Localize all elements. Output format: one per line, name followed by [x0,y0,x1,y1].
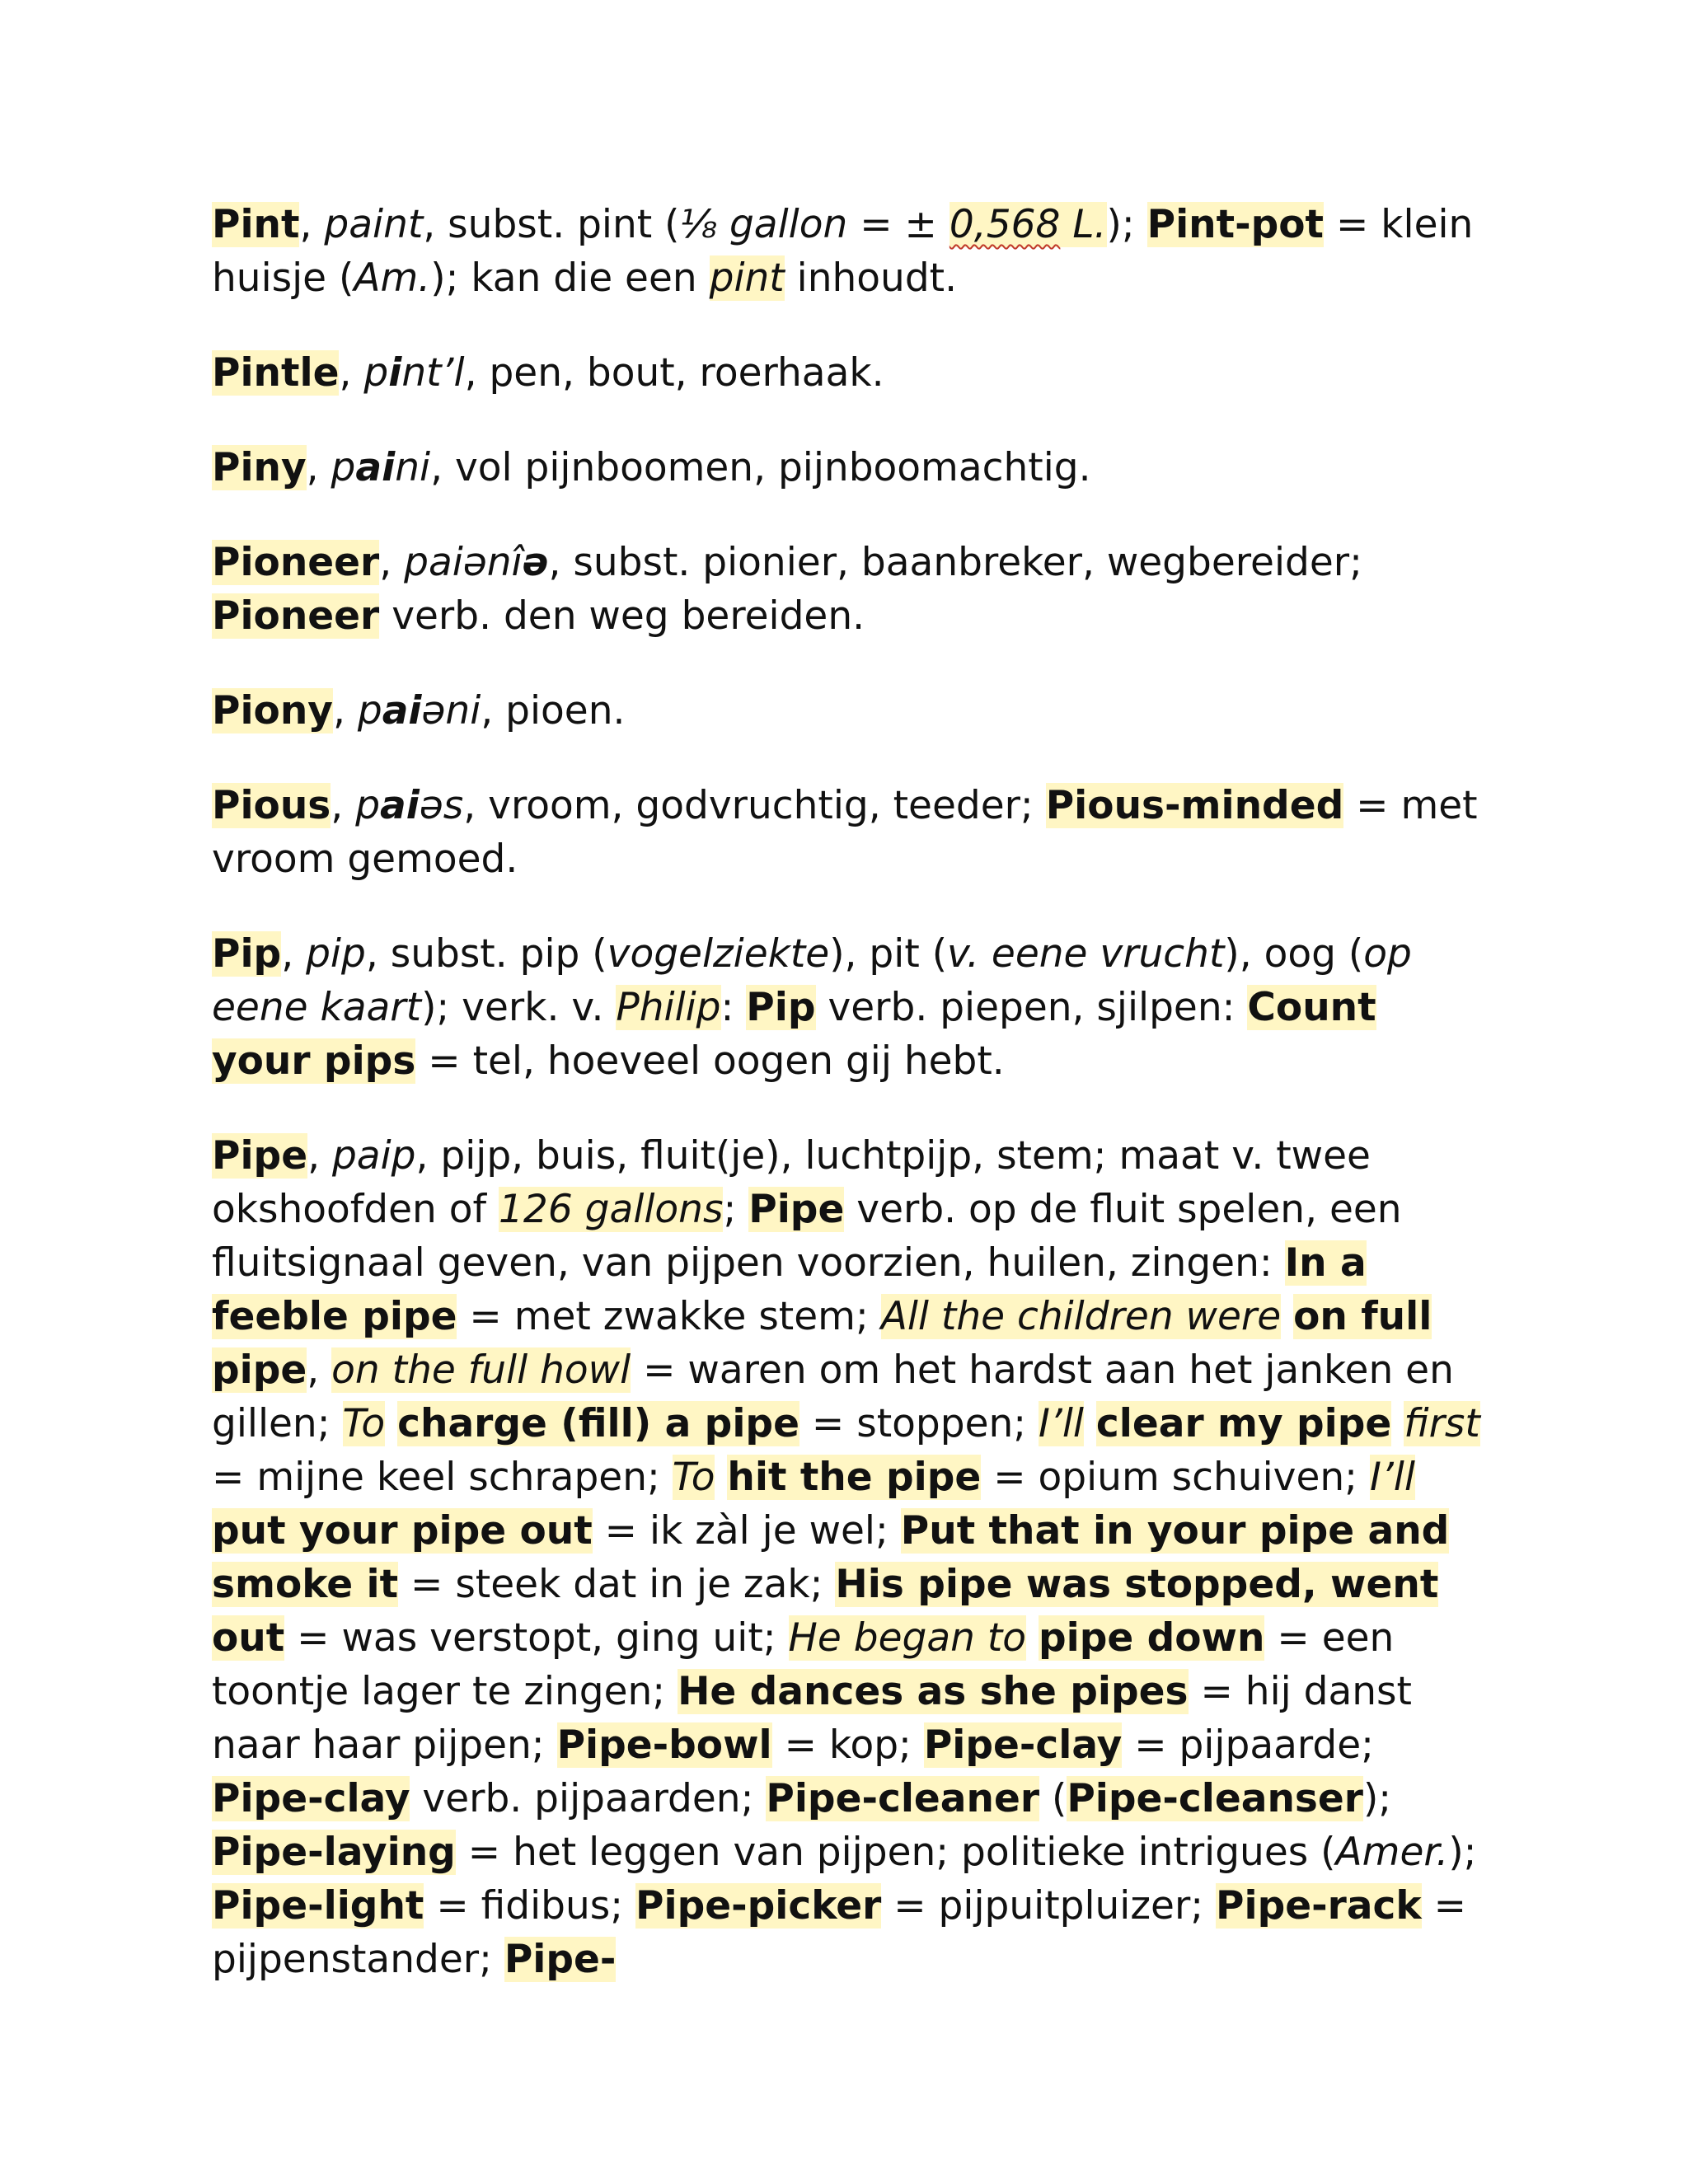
italic-text: Amer. [1335,1830,1449,1875]
italic-text: nt’l [401,350,465,396]
headword: Put that in your pipe and smoke it [212,1508,1450,1607]
entry-pipe [212,1129,1481,1986]
headword: Pip [746,985,816,1030]
highlighted-italic-text: 126 gallons [499,1187,724,1232]
definition-text: = ik zàl je wel; [592,1508,901,1554]
headword: His pipe was stopped, went out [212,1562,1439,1661]
dictionary-page [212,198,1481,2027]
definition-text: ( [1039,1776,1067,1821]
definition-text: ; [723,1187,749,1232]
definition-text: verb. op de fluit spelen, een fluitsignaal geven, van pijpen voorzien, huilen, zingen: [212,1187,1402,1286]
headword: Pipe-clay [923,1722,1123,1768]
definition-text: , pijp, buis, fluit(je), luchtpijp, stem; maat v. twee okshoofden of [212,1133,1371,1232]
headword: Pioneer [212,540,380,585]
definition-text: ); [1362,1776,1392,1821]
phonetic-stress: ai [382,688,422,733]
definition-text: = klein huisje ( [212,202,1474,301]
definition-text: , subst. pint ( [423,202,680,247]
highlighted-italic-text: first [1404,1401,1480,1446]
headword: Pipe-bowl [556,1722,772,1768]
entry-pip [212,927,1481,1088]
highlighted-italic-text: To [342,1401,386,1446]
definition-text: ); kan die een [430,255,710,301]
definition-text: = ± [847,202,950,247]
definition-text: = fidibus; [424,1883,636,1929]
phonetic-stress: ai [355,445,396,490]
definition-text: , [332,688,358,733]
definition-text: = pijpaarde; [1122,1722,1375,1768]
entry-pious [212,779,1481,886]
highlighted-italic-text: on the full howl [331,1347,631,1393]
definition-text [385,1401,397,1446]
headword: Pipe-picker [635,1883,882,1929]
headword: Pioneer [212,593,380,639]
highlighted-italic-text: pint [709,255,785,301]
definition-text: = met zwakke stem; [457,1294,881,1339]
italic-text: op eene kaart [212,931,1412,1030]
definition-text: , [339,350,364,396]
italic-text [382,688,422,733]
highlighted-italic-text: 0,568 [949,202,1061,247]
definition-text: , [307,1133,332,1179]
definition-text: , subst. pip ( [365,931,607,977]
entry-pioneer [212,536,1481,643]
definition-text [1391,1401,1404,1446]
italic-text: əni [421,688,481,733]
headword: Piny [212,445,307,490]
definition-text: = stoppen; [799,1401,1039,1446]
headword: Pious-minded [1045,783,1344,828]
definition-text: = hij danst naar haar pijpen; [212,1669,1412,1768]
definition-text: ); [1448,1830,1477,1875]
italic-text: p [355,783,381,828]
entry-piony [212,684,1481,738]
headword: Pipe [212,1133,308,1179]
headword: Pintle [212,350,340,396]
headword: Pipe [748,1187,845,1232]
headword: Pipe-cleanser [1067,1776,1363,1821]
definition-text [715,1455,727,1500]
italic-text: ni [395,445,431,490]
italic-text: Am. [354,255,431,301]
definition-text: , [331,783,356,828]
definition-text: = tel, hoeveel oogen gij hebt. [415,1038,1005,1084]
headword: Pip [212,931,282,977]
definition-text: , pen, bout, roerhaak. [464,350,884,396]
headword: Pipe-clay [212,1776,410,1821]
italic-text: p [363,350,389,396]
headword: Pint [212,202,300,247]
definition-text: = pijpuitpluizer; [881,1883,1217,1929]
italic-text [388,350,401,396]
highlighted-italic-text: I’ll [1039,1401,1084,1446]
definition-text: , subst. pionier, baanbreker, wegbereider; [548,540,1362,585]
definition-text: , pioen. [481,688,626,733]
highlighted-italic-text: He began to [788,1615,1027,1661]
headword: put your pipe out [212,1508,593,1554]
definition-text: = waren om het hardst aan het janken en gillen; [212,1347,1454,1446]
definition-text: ); verk. v. [421,985,617,1030]
definition-text: = kop; [771,1722,924,1768]
highlighted-italic-text: To [672,1455,715,1500]
italic-text: vogelziekte [607,931,830,977]
italic-text: əs [419,783,464,828]
definition-text: = met vroom gemoed. [212,783,1478,882]
italic-text: paiənî [404,540,523,585]
definition-text: verb. den weg bereiden. [379,593,865,639]
headword: pipe down [1038,1615,1265,1661]
definition-text: verb. pijpaarden; [410,1776,767,1821]
definition-text: , [299,202,325,247]
headword: He dances as she pipes [678,1669,1189,1714]
italic-text: ⅛ gallon [679,202,848,247]
headword: In a feeble pipe [212,1240,1367,1339]
phonetic-stress: ai [380,783,420,828]
highlighted-italic-text: All the children were [880,1294,1282,1339]
headword: Pipe-cleaner [766,1776,1040,1821]
italic-text [355,445,395,490]
phonetic-stress: i [388,350,402,396]
definition-text: = opium schuiven; [981,1455,1370,1500]
headword: Pipe- [504,1937,617,1982]
definition-text: ), pit ( [829,931,948,977]
definition-text: = was verstopt, ging uit; [284,1615,789,1661]
italic-text: pip [306,931,366,977]
headword: Pipe-light [212,1883,424,1929]
headword: clear my pipe [1095,1401,1392,1446]
entry-pintle [212,346,1481,400]
definition-text [1084,1401,1096,1446]
italic-text: v. eene vrucht [947,931,1225,977]
headword: Count your pips [212,985,1376,1084]
headword: Pipe-laying [212,1830,456,1875]
definition-text: = een toontje lager te zingen; [212,1615,1395,1714]
definition-text: , vol pijnboomen, pijnboomachtig. [430,445,1091,490]
headword: hit the pipe [727,1455,982,1500]
definition-text: = steek dat in je zak; [398,1562,836,1607]
definition-text: ); [1106,202,1147,247]
definition-text: ), oog ( [1224,931,1364,977]
italic-text: paint [324,202,424,247]
headword: Piony [212,688,333,733]
definition-text: , vroom, godvruchtig, teeder; [463,783,1046,828]
definition-text: verb. piepen, sjilpen: [815,985,1248,1030]
italic-text [523,540,549,585]
headword: Pipe-rack [1216,1883,1422,1929]
definition-text: = mijne keel schrapen; [212,1455,673,1500]
headword: Pious [212,783,331,828]
definition-text: , [379,540,405,585]
definition-text: inhoudt. [784,255,958,301]
italic-text: p [331,445,356,490]
italic-text [380,783,420,828]
definition-text: = pijpenstander; [212,1883,1466,1982]
definition-text: , [281,931,307,977]
definition-text: = het leggen van pijpen; politieke intrigues ( [455,1830,1336,1875]
definition-text: , [307,1347,332,1393]
highlighted-italic-text: Philip [616,985,721,1030]
italic-text: paip [331,1133,416,1179]
entry-piny [212,441,1481,494]
highlighted-italic-text: I’ll [1369,1455,1415,1500]
definition-text [1026,1615,1039,1661]
definition-text: , [306,445,331,490]
headword: on full pipe [212,1294,1432,1393]
definition-text [1281,1294,1293,1339]
headword: Pint-pot [1146,202,1325,247]
highlighted-italic-text: L. [1060,202,1107,247]
headword: charge (fill) a pipe [397,1401,799,1446]
definition-text: : [720,985,747,1030]
entry-pint [212,198,1481,305]
italic-text: p [357,688,382,733]
phonetic-stress: ə [522,540,549,585]
